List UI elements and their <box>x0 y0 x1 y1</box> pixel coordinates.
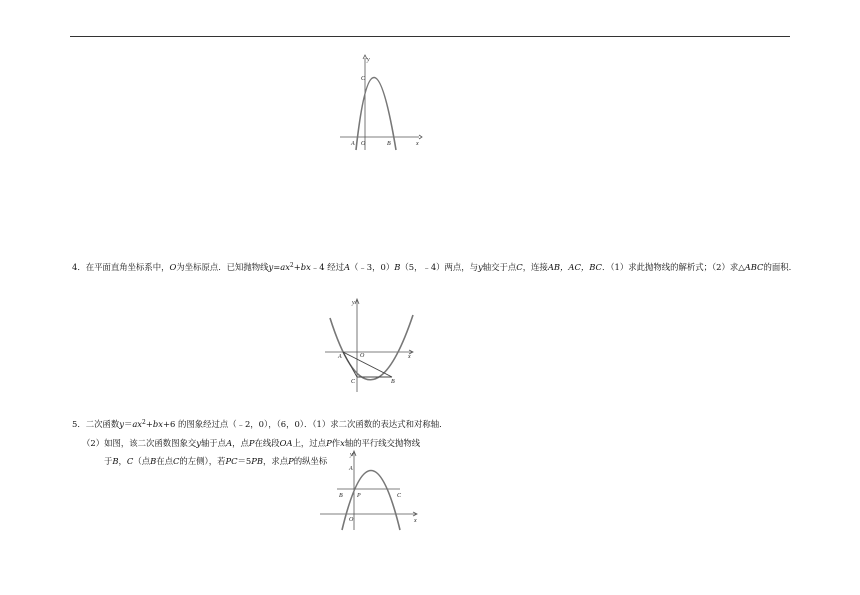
header-rule <box>70 36 790 37</box>
label-a: A <box>338 354 342 360</box>
figure-2-parabola <box>320 295 420 395</box>
label-a: A <box>349 466 353 472</box>
figure-1-parabola <box>330 50 430 155</box>
label-o: O <box>361 141 366 147</box>
label-y: y <box>352 300 355 306</box>
label-c: C <box>397 493 402 499</box>
label-b: B <box>387 141 391 147</box>
label-b: B <box>339 493 343 499</box>
parabola-curve <box>330 315 413 380</box>
label-x: x <box>416 141 419 147</box>
label-c: C <box>361 76 366 82</box>
question-5-line-2: （2）如图，该二次函数图象交y轴于点A，点P在线段OA上，过点P作x轴的平行线交抛物线 <box>82 438 421 448</box>
label-o: O <box>349 517 354 523</box>
label-c: C <box>351 379 356 385</box>
label-y: y <box>367 57 370 63</box>
label-x: x <box>414 518 417 524</box>
label-p: P <box>357 493 361 499</box>
question-5-line-1: 5．二次函数$y=ax^2+bx+6$ 的图象经过点（﹣2，0），（6，0）．（1）求二次函数的表达式和对称轴． <box>72 419 448 429</box>
label-y: y <box>350 452 353 458</box>
label-a: A <box>351 141 355 147</box>
x-axis-arrow <box>419 135 422 139</box>
parabola-curve <box>356 78 396 151</box>
question-4-text: 4．在平面直角坐标系中，O为坐标原点．已知抛物线$y=ax^2+bx﹣4$ 经过A（﹣3，0）B（5，﹣4）两点，与y轴交于点C，连接AB，AC，BC．（1）求此抛物线的解析式；（2）求△ABC的面积. <box>72 262 792 272</box>
figure-3-parabola <box>320 448 425 533</box>
label-o: O <box>360 353 365 359</box>
label-b: B <box>391 379 395 385</box>
label-x: x <box>408 354 411 360</box>
question-5-line-3: 于B，C（点B在点C的左侧），若PC＝5PB，求点P的纵坐标 <box>104 456 328 466</box>
